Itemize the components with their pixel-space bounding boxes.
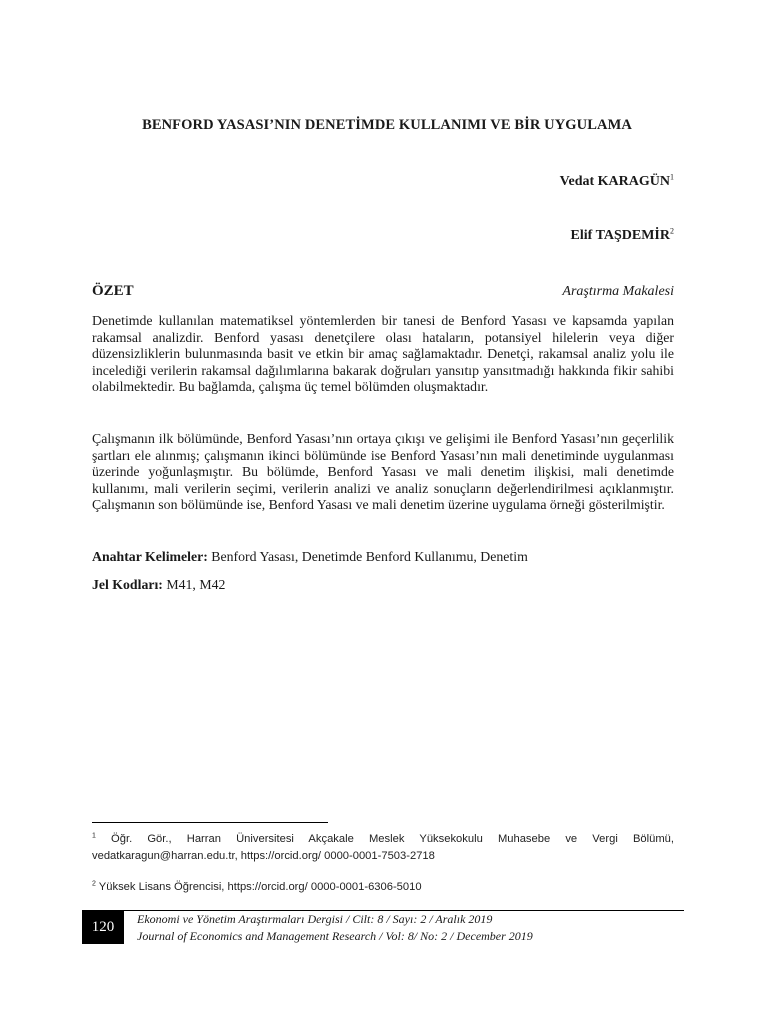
footnote-2 <box>92 879 674 896</box>
keywords-value: Benford Yasası, Denetimde Benford Kullanımu, Denetim <box>207 549 528 564</box>
author-name: Elif TAŞDEMİR <box>570 228 670 243</box>
footnote-text: Yüksek Lisans Öğrencisi, https://orcid.org/ 0000-0001-6306-5010 <box>95 881 422 893</box>
jel-label: Jel Kodları: <box>92 577 163 592</box>
keywords-label: Anahtar Kelimeler: <box>92 549 208 564</box>
journal-name-en: Journal of Economics and Management Research / Vol: 8/ No: 2 / December 2019 <box>137 929 533 943</box>
author-footnote-marker: 2 <box>670 226 674 236</box>
author-footnote-marker: 1 <box>670 172 674 182</box>
abstract-heading: ÖZET <box>92 283 134 299</box>
footnote-text: Öğr. Gör., Harran Üniversitesi Akçakale Meslek Yüksekokulu Muhasebe ve Vergi Bölümü, vedatkaragun@harran.edu.tr, https://orcid.org/ 0000-0001-7503-2718 <box>92 833 674 862</box>
page-number: 120 <box>82 911 124 944</box>
jel-codes <box>92 577 674 593</box>
jel-value: M41, M42 <box>162 577 226 592</box>
footer-divider <box>82 910 684 911</box>
author-name: Vedat KARAGÜN <box>559 174 670 189</box>
journal-name-tr: Ekonomi ve Yönetim Araştırmaları Dergisi / Cilt: 8 / Sayı: 2 / Aralık 2019 <box>137 912 493 926</box>
article-type: Araştırma Makalesi <box>562 284 674 299</box>
footnote-marker: 2 <box>92 880 96 888</box>
abstract-paragraph: Çalışmanın ilk bölümünde, Benford Yasası’nın ortaya çıkışı ve gelişimi ile Benford Yasası’nın geçerlilik şartları ele alınmış; çalışmanın ikinci bölümünde ise Benford Yasası’nın mali denetiminde uygulanması üzerinde yoğunlaşmıştır. Bu bölümde, Benford Yasası ve mali denetim ilişkisi, mali denetimde kullanımı, mali verilerin seçimi, verilerin analizi ve analiz sonuçların değerlendirilmesi açıklanmıştır. Çalışmanın son bölümünde ise, Benford Yasası ve mali denetim üzerine uygulama örneği gösterilmiştir. <box>92 431 674 513</box>
abstract-header <box>92 283 674 303</box>
footnote-1 <box>92 831 674 864</box>
footnote-divider <box>92 822 328 823</box>
footnote-marker: 1 <box>92 832 96 840</box>
abstract-paragraph: Denetimde kullanılan matematiksel yöntemlerden bir tanesi de Benford Yasası ve kapsamda yapılan rakamsal analizdir. Benford yasası denetçilere olası hataların, potansiyel hilelerin veya diğer düzensizliklerin bulunmasında basit ve etkin bir amaç sağlamaktadır. Denetçi, rakamsal analiz yolu ile incelediği verilerin rakamsal dağılımlarına bakarak doğruları yansıtıp yansıtmadığı hakkında fikir sahibi olabilmektedir. Bu bağlamda, çalışma üç temel bölümden oluşmaktadır. <box>92 313 674 395</box>
author-2 <box>571 228 674 244</box>
author-1 <box>560 174 674 190</box>
article-title: BENFORD YASASI’NIN DENETİMDE KULLANIMI VE BİR UYGULAMA <box>142 117 632 133</box>
keywords <box>92 549 674 565</box>
